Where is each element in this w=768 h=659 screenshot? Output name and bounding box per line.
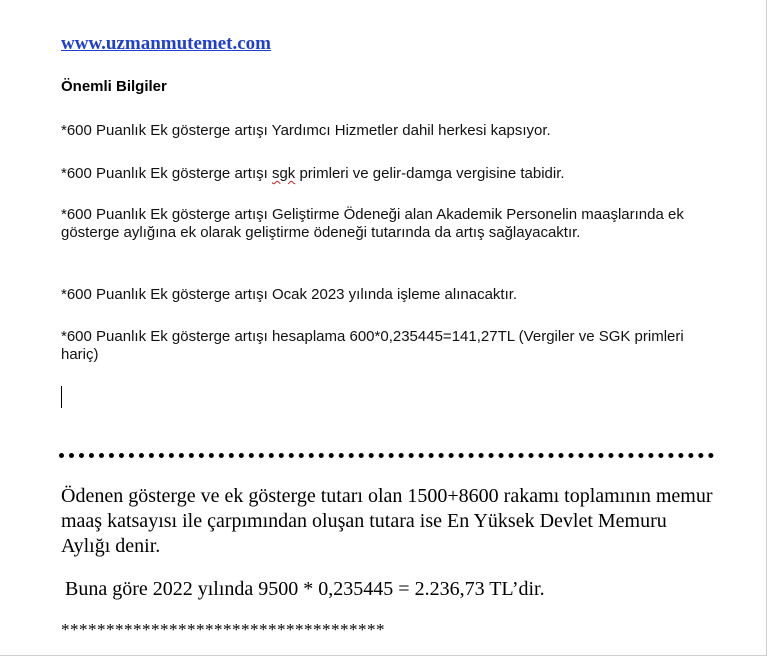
note-paragraph: *600 Puanlık Ek gösterge artışı Yardımcı Hizmetler dahil herkesi kapsıyor. xyxy=(61,122,551,139)
note-text: primleri ve gelir-damga vergisine tabidir. xyxy=(295,165,565,182)
note-paragraph: *600 Puanlık Ek gösterge artışı hesaplama 600*0,235445=141,27TL (Vergiler ve SGK primleri hariç) xyxy=(61,328,684,363)
asterisk-divider: ************************************ xyxy=(61,620,385,639)
salary-definition-paragraph: Ödenen gösterge ve ek gösterge tutarı olan 1500+8600 rakamı toplamının memur maaş katsayısı ile çarpımından oluşan tutara ise En Yüksek Devlet Memuru Aylığı denir. xyxy=(61,485,713,557)
note-paragraph xyxy=(61,165,721,183)
section-heading: Önemli Bilgiler xyxy=(61,78,167,95)
spelling-flagged-word: sgk xyxy=(271,165,296,182)
dotted-divider xyxy=(59,453,714,458)
website-link[interactable]: www.uzmanmutemet.com xyxy=(61,33,272,54)
text-cursor xyxy=(61,386,62,408)
salary-calculation-paragraph: Buna göre 2022 yılında 9500 * 0,235445 = 2.236,73 TL’dir. xyxy=(65,578,545,600)
note-text: *600 Puanlık Ek gösterge artışı xyxy=(61,165,272,182)
note-paragraph: *600 Puanlık Ek gösterge artışı Geliştirme Ödeneği alan Akademik Personelin maaşlarında ek gösterge aylığına ek olarak geliştirme ödeneği tutarında da artış sağlayacaktır. xyxy=(61,206,684,241)
note-paragraph: *600 Puanlık Ek gösterge artışı Ocak 2023 yılında işleme alınacaktır. xyxy=(61,286,518,303)
